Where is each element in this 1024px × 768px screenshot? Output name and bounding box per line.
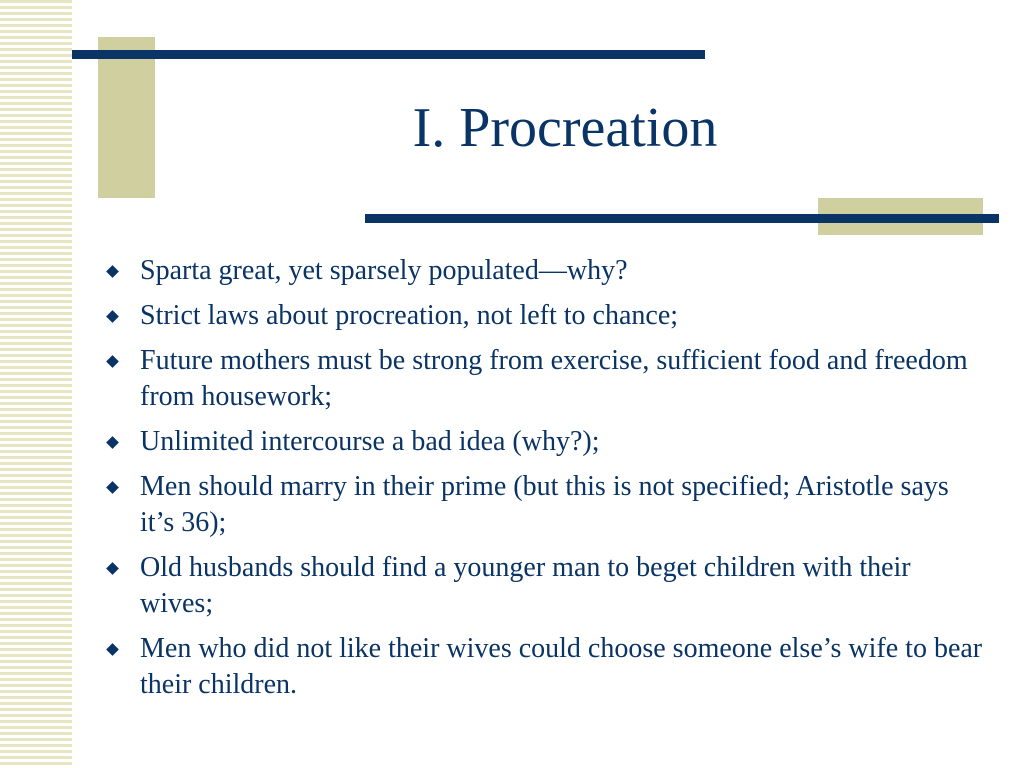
diamond-bullet-icon bbox=[106, 481, 119, 494]
bullet-text: Strict laws about procreation, not left to chance; bbox=[140, 300, 679, 331]
bullet-text: Men should marry in their prime (but this is not specified; Aristotle says it’s 36); bbox=[140, 471, 949, 538]
diamond-bullet-icon bbox=[106, 562, 119, 575]
bullet-item bbox=[104, 631, 984, 703]
bullet-item bbox=[104, 469, 984, 541]
bullet-text: Men who did not like their wives could choose someone else’s wife to bear their children. bbox=[140, 633, 983, 700]
decorative-side-stripes bbox=[0, 0, 72, 768]
diamond-bullet-icon bbox=[106, 643, 119, 656]
title-rule-bottom bbox=[365, 214, 999, 223]
bullet-item bbox=[104, 550, 984, 622]
bullet-text: Sparta great, yet sparsely populated—why? bbox=[140, 255, 628, 286]
slide-title: I. Procreation bbox=[412, 97, 718, 159]
bullet-item bbox=[104, 424, 984, 460]
bullet-item bbox=[104, 253, 984, 289]
bullet-text: Old husbands should find a younger man to beget children with their wives; bbox=[140, 552, 911, 619]
bullet-text: Future mothers must be strong from exercise, sufficient food and freedom from housework; bbox=[140, 345, 968, 412]
diamond-bullet-icon bbox=[106, 265, 119, 278]
bullet-item bbox=[104, 343, 984, 415]
bullet-list bbox=[104, 253, 984, 712]
diamond-bullet-icon bbox=[106, 355, 119, 368]
title-rule-top bbox=[72, 50, 705, 59]
diamond-bullet-icon bbox=[106, 436, 119, 449]
bullet-text: Unlimited intercourse a bad idea (why?); bbox=[140, 426, 600, 457]
bullet-item bbox=[104, 298, 984, 334]
diamond-bullet-icon bbox=[106, 310, 119, 323]
decorative-tan-block-left bbox=[98, 37, 155, 198]
